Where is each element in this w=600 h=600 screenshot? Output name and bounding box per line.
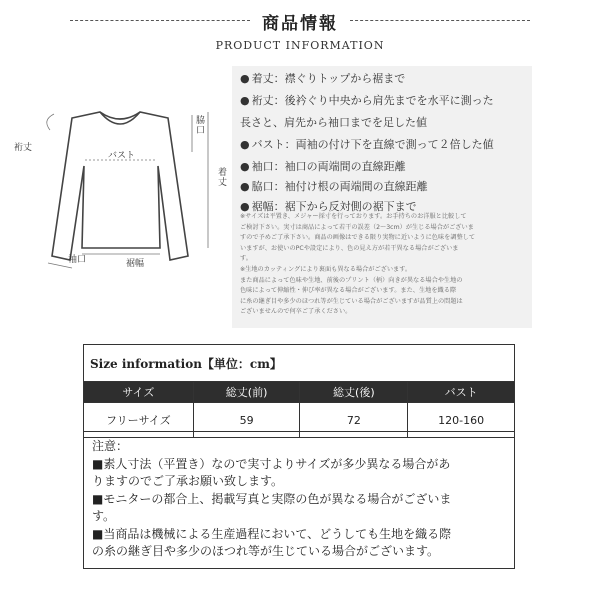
page-title: 商品情報 <box>262 14 338 34</box>
note-line: ございませんので何卒ご了承ください。 <box>240 308 352 316</box>
fine-print-notes <box>240 212 530 318</box>
cell-size: フリーサイズ <box>84 403 194 438</box>
garment-outline <box>52 112 188 260</box>
note-line: いますが、お使いのPCや設定により、色の見え方が若干異なる場合がございま <box>240 244 459 252</box>
note-line: す。 <box>240 255 252 263</box>
size-table <box>83 344 515 438</box>
definition-yuki-cont: 長さと、肩先から袖口までを足した値 <box>240 116 427 129</box>
notice-line: ■当商品は機械による生産過程において、どうしても生地を織る際 <box>92 526 452 541</box>
notice-line: ■モニターの都合上、掲載写真と実際の色が異なる場合がございま <box>92 491 452 506</box>
cell-length-back: 72 <box>300 403 408 438</box>
header-length-back: 総丈(後) <box>300 382 408 403</box>
header-length-front: 総丈(前) <box>193 382 300 403</box>
size-table-caption: Size information【単位：cm】 <box>84 345 515 382</box>
label-bust: バスト <box>108 151 136 161</box>
note-line: に糸の継ぎ目や多少のほつれ等が生じている場合がございますが品質上の問題は <box>240 297 463 305</box>
definition-hem: ● 裾幅：裾下から反対側の裾下まで <box>240 198 417 214</box>
header-size: サイズ <box>84 382 194 403</box>
notice-title: 注意： <box>92 439 129 453</box>
garment-diagram <box>40 80 230 280</box>
note-line: また商品によって色味や生地、前後のプリント（柄）向きが異なる場合や生地の <box>240 276 463 284</box>
definition-cuff: ● 袖口：袖口の両端間の直線距離 <box>240 158 406 174</box>
definition-length: ● 着丈：襟ぐりトップから裾まで <box>240 70 405 86</box>
notice-line: の糸の継ぎ目や多少のほつれ等が生じている場合がございます。 <box>92 544 440 558</box>
width-guide <box>47 114 54 130</box>
label-hem: 裾幅 <box>126 259 145 269</box>
label-width: 裄丈 <box>14 143 33 153</box>
cell-length-front: 59 <box>193 403 300 438</box>
label-armhole: 脇口 <box>196 116 206 136</box>
label-cuff: 袖口 <box>68 255 87 265</box>
definition-bust: ● バスト：両袖の付け下を直線で測って２倍した値 <box>240 136 494 152</box>
note-line: ※生地のカッティングにより裏面も異なる場合がございます。 <box>240 265 412 273</box>
note-line: すので予めご了承下さい。商品の画像はできる限り実物に近いように色味を調整して <box>240 234 476 242</box>
neckline <box>100 112 140 124</box>
notice-line: ■素人寸法（平置き）なので実寸よりサイズが多少異なる場合があ <box>92 456 451 471</box>
notice-line: す。 <box>92 509 116 523</box>
notice-line: りますのでご了承お願い致します。 <box>92 474 284 488</box>
definition-yuki: ● 裄丈：後衿ぐり中央から肩先までを水平に測った <box>240 92 494 108</box>
header-bust: バスト <box>408 382 515 403</box>
note-line: ※サイズは平置き、メジャー採寸を行っております。お手持ちのお洋服と比較して <box>240 213 467 220</box>
definition-armhole: ● 脇口：袖付け根の両端間の直線距離 <box>240 178 428 194</box>
page-subtitle: PRODUCT INFORMATION <box>215 39 385 52</box>
label-length: 着丈 <box>218 168 228 188</box>
note-line: 色味によって伸縮性・伸び率が異なる場合がございます。また、生地を織る際 <box>240 287 457 295</box>
notice-box <box>83 431 515 569</box>
cell-bust: 120-160 <box>408 403 515 438</box>
note-line: ご検討下さい。実寸は商品によって若干の誤差（2〜3cm）が生じる場合がございま <box>240 223 474 231</box>
